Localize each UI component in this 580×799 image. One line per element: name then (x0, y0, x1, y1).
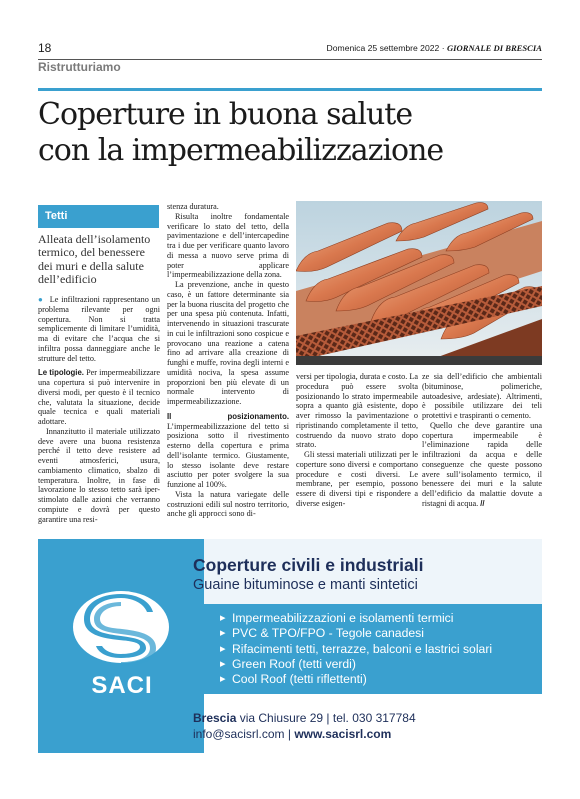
article-column-2 (167, 202, 289, 525)
section-label: Ristrutturiamo (38, 60, 121, 74)
paragraph: Innanzitutto il materiale utilizzato deve avere una buona resistenza perché il tetto deve resistere ad eventi atmosferici, usura, cambiamento climatico, sbalzo di temperatura. Inoltre, in fase di lavorazione lo stesso tetto sarà iper-stimolato dalle azioni che verranno compiute e dovrà per questo garantire una resi- (38, 426, 160, 524)
article-column-3 (296, 372, 418, 525)
paragraph: ze sia dell’edificio che ambientali (bituminose, polimeriche, autoadesive, ardesiate). Altrimenti, è possibile utilizzare dei teli protettivi e traspiranti o cemento. (422, 372, 542, 420)
paragraph: Il posizionamento. L’impermeabilizzazione del tetto si posiziona sotto il rivestimento esterno della copertura e prima dell’isolante termico. Giustamente, lo stesso isolante deve restare asciutto per poter svolgere la sua funzione al 100%. (167, 411, 289, 489)
ad-service-item: ▸ Impermeabilizzazioni e isolamenti termici (232, 611, 492, 626)
standfirst: Alleata dell’isolamento termico, del benessere dei muri e della salute dell’edificio (38, 232, 151, 287)
roof-tiles-photo (296, 201, 542, 365)
bullet-icon: ● (38, 295, 44, 304)
paragraph: ● Le infiltrazioni rappresentano un problema rilevante per ogni copertura. Non si tratta semplicemente di limitare l’umidità, ma di evitare che l’acqua che si infiltra possa danneggiare anche le strutture del tetto. (38, 295, 160, 363)
paragraph: stenza duratura. (167, 202, 219, 211)
ad-address-line (193, 711, 416, 725)
ad-web-line (193, 727, 391, 741)
ad-service-item: ▸ Cool Roof (tetti riflettenti) (232, 672, 492, 687)
paragraph: Risulta inoltre fondamentale verificare lo stato del tetto, della pavimentazione e dell’intercapedine tra i due per verificare quanto lavoro di messa a nuovo serve prima di poter applicare l’impermeabilizzazione della zona. (167, 211, 289, 280)
subhead: Le tipologie. (38, 368, 84, 378)
ad-city: Brescia (193, 711, 237, 725)
end-mark: // (480, 498, 485, 508)
ad-service-item: ▸ PVC & TPO/FPO - Tegole canadesi (232, 626, 492, 641)
ad-service-item: ▸ Rifacimenti tetti, terrazze, balconi e lastrici solari (232, 642, 492, 657)
saci-logo-icon (66, 584, 176, 670)
paragraph: La prevenzione, anche in questo caso, è un fattore determinante sia per la buona riuscita del progetto che per una spesa più contenuta. Infatti, intervenendo in situazioni trascurate in cui le infiltrazioni sono cospicue e provocano una reazione a catena fino ad arrivare alla creazione di funghi e muffe, rovina degli interni e umidità nociva, la spesa assume proporzioni ben più elevate di un normale intervento di impermeabilizzazione. (167, 280, 289, 406)
paragraph: versi per tipologia, durata e costo. La procedura può essere svolta posizionando lo strato impermeabile sopra a quanto già esistente, dopo aver rimosso la pavimentazione o ripristinando completamente il tetto, costruendo da nuovo strato dopo strato. (296, 372, 418, 450)
headline-line-2: con la impermeabilizzazione (38, 133, 444, 168)
ad-website-link[interactable]: www.sacisrl.com (294, 727, 392, 741)
header-separator: · (441, 43, 445, 53)
ad-email[interactable]: info@sacisrl.com | (193, 727, 295, 741)
headline (38, 97, 542, 169)
headline-line-1: Coperture in buona salute (38, 97, 413, 132)
article-column-1 (38, 295, 160, 525)
page-number: 18 (38, 41, 52, 55)
ad-service-item: ▸ Green Roof (tetti verdi) (232, 657, 492, 672)
header-date-line (327, 43, 542, 53)
paragraph: Le tipologie. Per impermeabilizzare una copertura si può intervenire in diversi modi, per questo è il tecnico che, valutata la situazione, decide quale tecnica e quali materiali adottare. (38, 368, 160, 426)
paragraph: Quello che deve garantire una copertura impermeabile è l’eliminazione rapida delle infiltrazioni da acqua e delle conseguenze che queste possono avere sull’isolamento termico, il benessere dei muri e la salute dell’edificio da malattie dovute a ristagni di acqua. // (422, 420, 542, 508)
saci-logo-text: SACI (91, 672, 153, 699)
article-column-4 (422, 372, 542, 525)
publication-date: Domenica 25 settembre 2022 (326, 43, 440, 53)
ad-title: Coperture civili e industriali (193, 555, 424, 575)
section-rule (38, 88, 542, 91)
paragraph: Vista la natura variegate delle costruzioni edili sul nostro territorio, anche gli approcci sono di- (167, 489, 289, 519)
ad-subtitle: Guaine bituminose e manti sintetici (193, 577, 418, 593)
page-header (38, 41, 542, 57)
ad-services-list (232, 611, 492, 687)
paragraph: Gli stessi materiali utilizzati per le coperture sono diversi e comportano procedure e costi diversi. Le membrane, per esempio, possono essere di diversi tipi e rispondere a diverse esigen- (296, 450, 418, 508)
topic-label: Tetti (38, 205, 159, 228)
subhead: Il posizionamento. (167, 411, 289, 421)
newspaper-name: GIORNALE DI BRESCIA (446, 43, 542, 53)
ad-address: via Chiusure 29 | tel. 030 317784 (236, 711, 416, 725)
roof-tiles-illustration (296, 201, 542, 365)
